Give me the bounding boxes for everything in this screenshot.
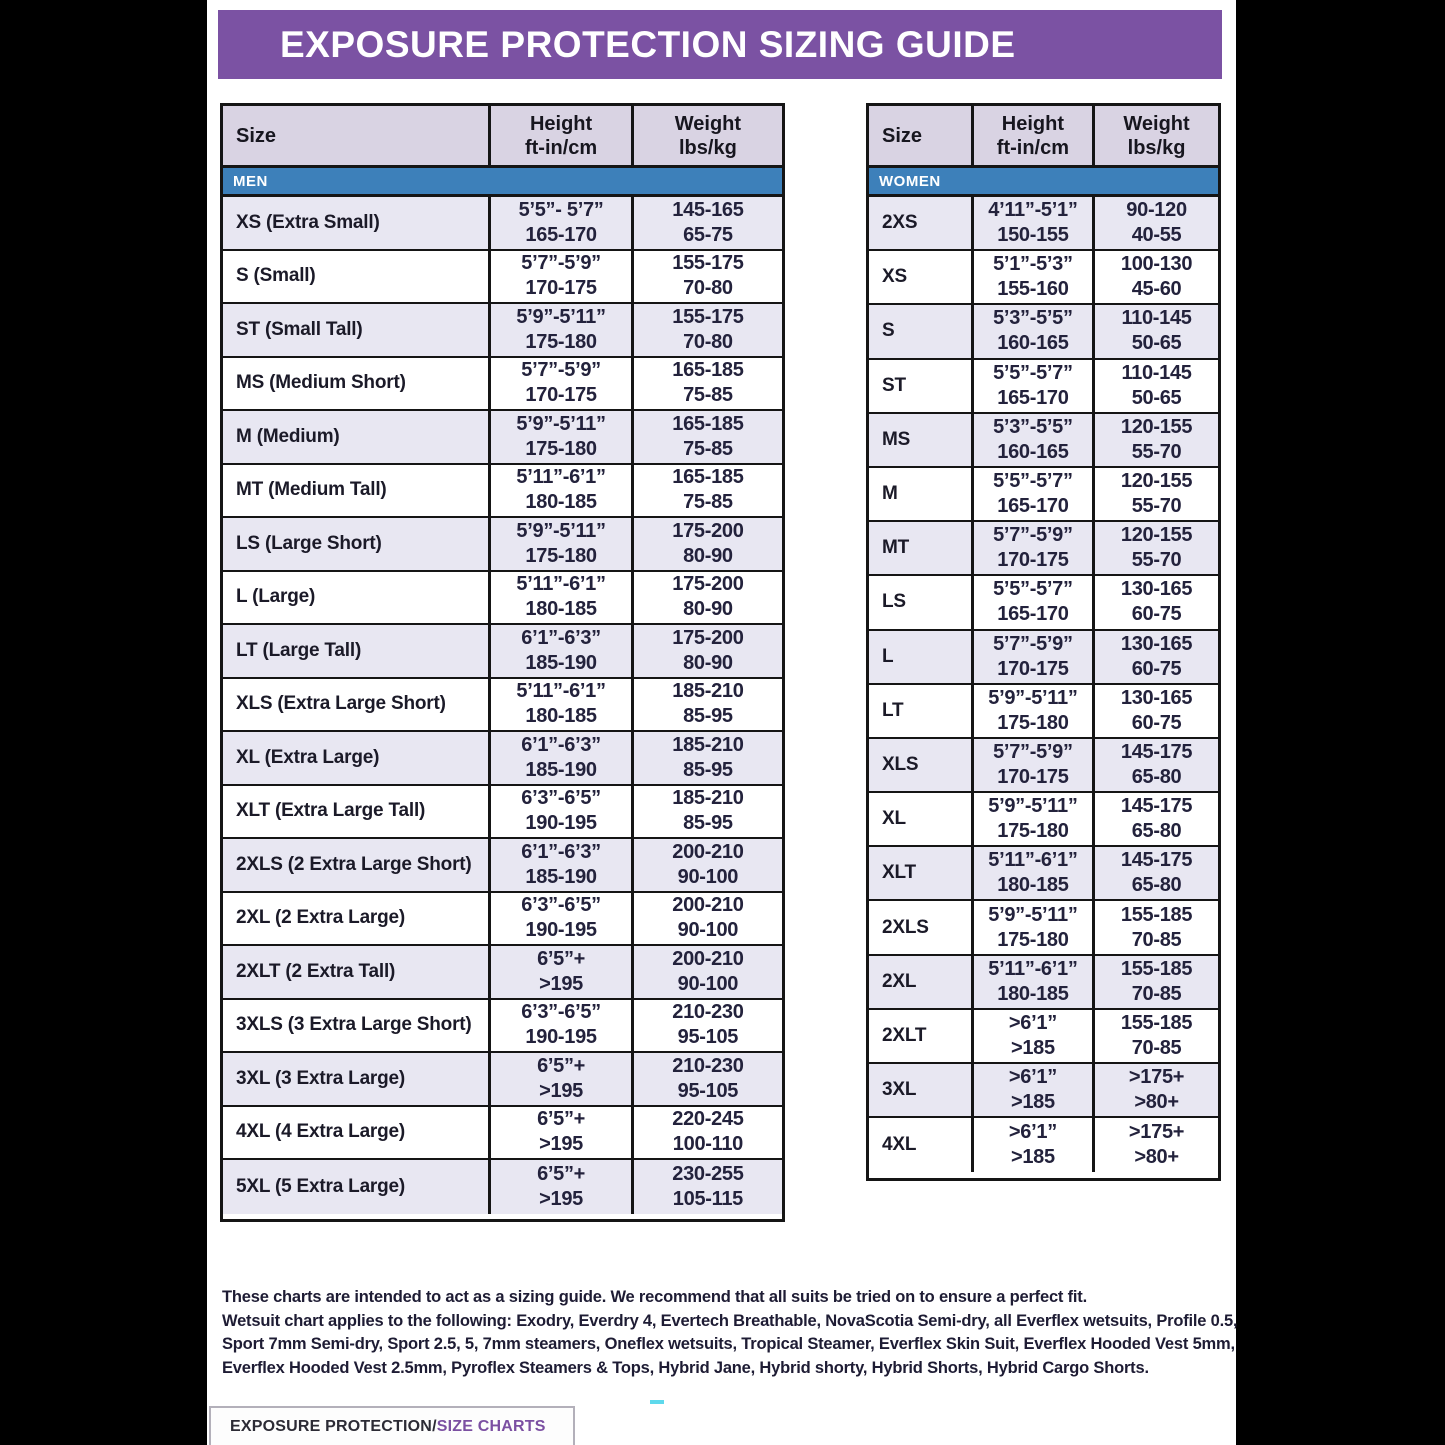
size-cell: M (Medium)	[223, 411, 491, 463]
column-header-weight-line2: lbs/kg	[679, 136, 737, 159]
height-cell: 5’3”-5’5” 160-165	[974, 414, 1095, 466]
height-cell: 4’11”-5’1” 150-155	[974, 197, 1095, 249]
size-cell: L	[869, 631, 974, 683]
size-cell: 2XLS (2 Extra Large Short)	[223, 839, 491, 891]
column-header-height	[491, 106, 634, 165]
table-row	[869, 739, 1218, 793]
height-cell: 6’1”-6’3” 185-190	[491, 625, 634, 677]
size-cell: MT	[869, 522, 974, 574]
size-cell: XLT (Extra Large Tall)	[223, 786, 491, 838]
weight-cell: 200-210 90-100	[672, 840, 744, 888]
height-cell: 5’5”-5’7” 165-170	[974, 576, 1095, 628]
weight-cell: 175-200 80-90	[672, 519, 744, 567]
column-header-height-line2: ft-in/cm	[524, 136, 598, 159]
weight-cell: 130-165 60-75	[1120, 632, 1193, 680]
women-table-body	[869, 197, 1218, 1172]
height-cell: 5’5”-5’7” 165-170	[974, 360, 1095, 412]
height-cell: 6’3”-6’5” 190-195	[491, 893, 634, 945]
table-row	[223, 839, 782, 893]
height-cell: >6’1” >185	[974, 1010, 1095, 1062]
weight-cell: 185-210 85-95	[672, 680, 744, 728]
sizing-note-line2: Wetsuit chart applies to the following: Exodry, Everdry 4, Evertech Breathable, NovaScotia Semi-dry, all Everflex wetsuits, Profile 0.5, Sport 7mm Semi-dry, Sport 2.5, 5, 7mm steamers, Oneflex wetsuits, Tropical Steamer, Everflex Skin Suit, Everflex Hooded Vest 5mm, Everflex Hooded Vest 2.5mm, Pyroflex Steamers & Tops, Hybrid Jane, Hybrid shorty, Hybrid Shorts, Hybrid Cargo Shorts.	[222, 1311, 1238, 1377]
table-row	[223, 197, 782, 251]
weight-cell: >175+ >80+	[1128, 1121, 1185, 1169]
weight-cell: 185-210 85-95	[672, 733, 744, 781]
table-row	[869, 522, 1218, 576]
height-cell: 5’7”-5’9” 170-175	[491, 358, 634, 410]
weight-cell: 165-185 75-85	[672, 359, 744, 407]
height-cell: 5’7”-5’9” 170-175	[974, 522, 1095, 574]
height-cell: 5’11”-6’1” 180-185	[974, 956, 1095, 1008]
breadcrumb-separator: /	[432, 1418, 437, 1435]
weight-cell: 130-165 60-75	[1120, 686, 1193, 734]
weight-cell: 155-185 70-85	[1120, 1011, 1193, 1059]
size-cell: XL (Extra Large)	[223, 732, 491, 784]
size-cell: XLT	[869, 847, 974, 899]
table-row	[223, 679, 782, 733]
height-cell: 5’11”-6’1” 180-185	[491, 572, 634, 624]
size-cell: ST	[869, 360, 974, 412]
breadcrumb-section: EXPOSURE PROTECTION	[230, 1418, 433, 1435]
table-row	[223, 1160, 782, 1214]
table-row	[223, 1053, 782, 1107]
size-cell: XLS	[869, 739, 974, 791]
size-cell: S	[869, 305, 974, 357]
height-cell: 6’5”+ >195	[491, 1160, 634, 1214]
table-row	[223, 732, 782, 786]
men-sizing-table	[220, 103, 785, 1222]
weight-cell: >175+ >80+	[1128, 1066, 1185, 1114]
weight-cell: 155-185 70-85	[1120, 903, 1193, 951]
height-cell: 6’1”-6’3” 185-190	[491, 839, 634, 891]
table-row	[869, 576, 1218, 630]
height-cell: 5’9”-5’11” 175-180	[491, 304, 634, 356]
weight-cell: 145-175 65-80	[1120, 795, 1193, 843]
size-cell: XL	[869, 793, 974, 845]
height-cell: 6’3”-6’5” 190-195	[491, 1000, 634, 1052]
table-row	[223, 465, 782, 519]
weight-cell: 155-175 70-80	[672, 305, 744, 353]
size-cell: L (Large)	[223, 572, 491, 624]
height-cell: 5’7”-5’9” 170-175	[974, 631, 1095, 683]
table-row	[869, 685, 1218, 739]
weight-cell: 155-185 70-85	[1120, 957, 1193, 1005]
cyan-artifact	[650, 1400, 664, 1404]
column-header-height-line1: Height	[1001, 112, 1065, 135]
breadcrumb-tab[interactable]	[209, 1406, 575, 1445]
men-group-header: MEN	[223, 168, 782, 197]
table-row	[223, 251, 782, 305]
weight-cell: 230-255 105-115	[672, 1162, 744, 1210]
column-header-size: Size	[223, 106, 491, 165]
page-title: EXPOSURE PROTECTION SIZING GUIDE	[280, 23, 1016, 65]
breadcrumb-current: SIZE CHARTS	[436, 1418, 546, 1435]
column-header-weight	[634, 106, 782, 165]
women-group-header: WOMEN	[869, 168, 1218, 197]
table-row	[869, 847, 1218, 901]
height-cell: 5’7”-5’9” 170-175	[491, 251, 634, 303]
weight-cell: 165-185 75-85	[672, 412, 744, 460]
weight-cell: 200-210 90-100	[672, 947, 744, 995]
table-row	[223, 518, 782, 572]
size-cell: 4XL	[869, 1118, 974, 1172]
table-row	[869, 901, 1218, 955]
column-header-weight-line1: Weight	[1123, 112, 1190, 135]
table-row	[869, 305, 1218, 359]
size-cell: S (Small)	[223, 251, 491, 303]
size-cell: 4XL (4 Extra Large)	[223, 1107, 491, 1159]
table-row	[869, 631, 1218, 685]
weight-cell: 155-175 70-80	[672, 252, 744, 300]
height-cell: 5’1”-5’3” 155-160	[974, 251, 1095, 303]
column-header-size: Size	[869, 106, 974, 165]
height-cell: 5’5”- 5’7” 165-170	[491, 197, 634, 249]
table-row	[869, 414, 1218, 468]
page-title-banner	[218, 10, 1222, 79]
table-row	[869, 468, 1218, 522]
weight-cell: 120-155 55-70	[1120, 524, 1193, 572]
men-table-body	[223, 197, 782, 1214]
height-cell: 5’11”-6’1” 180-185	[974, 847, 1095, 899]
table-row	[869, 956, 1218, 1010]
table-row	[223, 946, 782, 1000]
height-cell: 6’5”+ >195	[491, 1053, 634, 1105]
height-cell: 5’7”-5’9” 170-175	[974, 739, 1095, 791]
height-cell: 5’9”-5’11” 175-180	[491, 411, 634, 463]
table-row	[869, 1064, 1218, 1118]
column-header-weight	[1095, 106, 1218, 165]
height-cell: 5’11”-6’1” 180-185	[491, 465, 634, 517]
size-cell: 2XLS	[869, 901, 974, 953]
table-row	[869, 793, 1218, 847]
height-cell: 5’9”-5’11” 175-180	[974, 901, 1095, 953]
height-cell: 5’3”-5’5” 160-165	[974, 305, 1095, 357]
size-cell: 2XS	[869, 197, 974, 249]
height-cell: >6’1” >185	[974, 1064, 1095, 1116]
height-cell: 6’3”-6’5” 190-195	[491, 786, 634, 838]
size-cell: XS	[869, 251, 974, 303]
table-row	[223, 411, 782, 465]
column-header-weight-line2: lbs/kg	[1127, 136, 1186, 159]
height-cell: 5’9”-5’11” 175-180	[491, 518, 634, 570]
size-cell: XLS (Extra Large Short)	[223, 679, 491, 731]
table-row	[869, 251, 1218, 305]
height-cell: 6’1”-6’3” 185-190	[491, 732, 634, 784]
height-cell: >6’1” >185	[974, 1118, 1095, 1172]
weight-cell: 145-175 65-80	[1120, 849, 1193, 897]
height-cell: 5’9”-5’11” 175-180	[974, 685, 1095, 737]
women-table-header	[869, 106, 1218, 168]
weight-cell: 130-165 60-75	[1120, 578, 1193, 626]
size-cell: MS	[869, 414, 974, 466]
size-cell: 3XLS (3 Extra Large Short)	[223, 1000, 491, 1052]
men-table-header	[223, 106, 782, 168]
weight-cell: 220-245 100-110	[672, 1108, 744, 1156]
size-cell: LS	[869, 576, 974, 628]
sizing-note-line1: These charts are intended to act as a sizing guide. We recommend that all suits be tried on to ensure a perfect fit.	[222, 1288, 1087, 1306]
size-cell: 2XL	[869, 956, 974, 1008]
weight-cell: 200-210 90-100	[672, 894, 744, 942]
weight-cell: 185-210 85-95	[672, 787, 744, 835]
size-cell: 2XLT	[869, 1010, 974, 1062]
size-cell: M	[869, 468, 974, 520]
weight-cell: 145-175 65-80	[1120, 740, 1193, 788]
table-row	[869, 197, 1218, 251]
table-row	[223, 304, 782, 358]
size-cell: MT (Medium Tall)	[223, 465, 491, 517]
sizing-note	[222, 1286, 1238, 1380]
height-cell: 6’5”+ >195	[491, 1107, 634, 1159]
table-row	[869, 1118, 1218, 1172]
women-sizing-table	[866, 103, 1221, 1181]
weight-cell: 110-145 50-65	[1121, 307, 1192, 355]
height-cell: 6’5”+ >195	[491, 946, 634, 998]
size-cell: ST (Small Tall)	[223, 304, 491, 356]
size-cell: LS (Large Short)	[223, 518, 491, 570]
weight-cell: 175-200 80-90	[672, 626, 744, 674]
weight-cell: 120-155 55-70	[1120, 415, 1193, 463]
size-cell: XS (Extra Small)	[223, 197, 491, 249]
weight-cell: 210-230 95-105	[672, 1054, 744, 1102]
table-row	[869, 1010, 1218, 1064]
size-cell: 3XL	[869, 1064, 974, 1116]
column-header-weight-line1: Weight	[674, 112, 742, 135]
size-cell: 3XL (3 Extra Large)	[223, 1053, 491, 1105]
size-cell: LT (Large Tall)	[223, 625, 491, 677]
size-cell: 2XLT (2 Extra Tall)	[223, 946, 491, 998]
size-cell: LT	[869, 685, 974, 737]
table-row	[223, 1000, 782, 1054]
table-row	[869, 360, 1218, 414]
left-black-margin	[0, 0, 207, 1445]
weight-cell: 120-155 55-70	[1120, 470, 1193, 518]
size-cell: 5XL (5 Extra Large)	[223, 1160, 491, 1214]
height-cell: 5’9”-5’11” 175-180	[974, 793, 1095, 845]
weight-cell: 145-165 65-75	[672, 198, 744, 246]
table-row	[223, 1107, 782, 1161]
weight-cell: 175-200 80-90	[672, 573, 744, 621]
size-cell: MS (Medium Short)	[223, 358, 491, 410]
table-row	[223, 893, 782, 947]
table-row	[223, 572, 782, 626]
weight-cell: 90-120 40-55	[1126, 199, 1187, 247]
height-cell: 5’11”-6’1” 180-185	[491, 679, 634, 731]
weight-cell: 210-230 95-105	[672, 1001, 744, 1049]
weight-cell: 100-130 45-60	[1120, 253, 1193, 301]
height-cell: 5’5”-5’7” 165-170	[974, 468, 1095, 520]
table-row	[223, 625, 782, 679]
column-header-height-line1: Height	[529, 112, 593, 135]
weight-cell: 110-145 50-65	[1121, 361, 1192, 409]
table-row	[223, 786, 782, 840]
table-row	[223, 358, 782, 412]
column-header-height-line2: ft-in/cm	[996, 136, 1070, 159]
size-cell: 2XL (2 Extra Large)	[223, 893, 491, 945]
column-header-height	[974, 106, 1095, 165]
right-black-margin	[1236, 0, 1445, 1445]
weight-cell: 165-185 75-85	[672, 466, 744, 514]
